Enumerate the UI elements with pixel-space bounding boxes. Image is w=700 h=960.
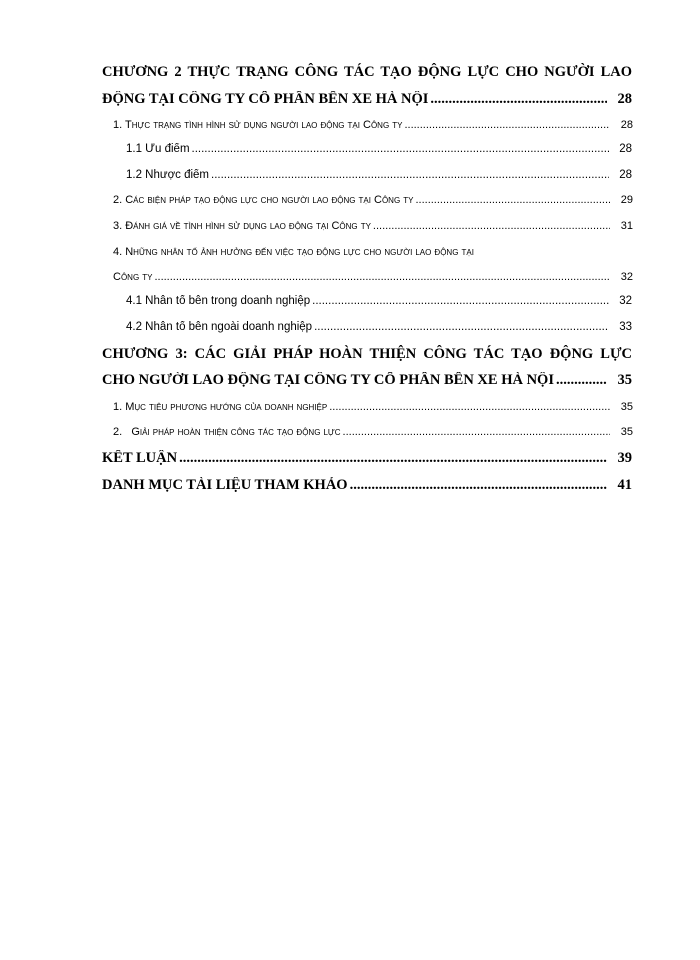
leader-dots — [350, 477, 607, 494]
leader-dots — [373, 220, 610, 232]
toc-page-number: 32 — [620, 271, 633, 283]
leader-dots — [343, 426, 610, 438]
toc-entry-section-1-1[interactable] — [126, 143, 632, 155]
leader-dots — [430, 91, 607, 108]
leader-dots — [192, 143, 609, 155]
toc-entry-tai-lieu-tham-khao[interactable] — [102, 477, 632, 494]
leader-dots — [404, 119, 610, 131]
toc-chapter-3-title-line-1: CHƯƠNG 3: CÁC GIẢI PHÁP HOÀN THIỆN CÔNG TÁC TẠO ĐỘNG LỰC — [102, 346, 632, 362]
toc-chapter-2-title-line-2: ĐỘNG TẠI CÔNG TY CỔ PHẦN BẾN XE HÀ NỘI — [102, 91, 429, 107]
toc-entry-chapter-3-section-1[interactable] — [113, 401, 633, 413]
toc-page-number: 28 — [619, 143, 632, 155]
leader-dots — [314, 321, 609, 333]
toc-entry-label: 4.1 Nhân tố bên trong doanh nghiệp — [126, 295, 311, 307]
toc-entry-label: KẾT LUẬN — [102, 450, 178, 466]
toc-page-number: 41 — [617, 477, 632, 493]
toc-entry-chapter-3-section-2[interactable] — [113, 426, 633, 438]
toc-entry-label: 1. Thực trạng tình hình sử dụng người lao động tại Công ty — [113, 119, 403, 131]
toc-page-number: 33 — [619, 321, 632, 333]
toc-page-number: 35 — [617, 372, 632, 388]
toc-entry-section-4-1[interactable] — [126, 295, 632, 307]
leader-dots — [329, 401, 610, 413]
leader-dots — [211, 169, 609, 181]
toc-entry-label: 2. Giải pháp hoàn thiện công tác tạo động lực — [113, 426, 341, 438]
toc-chapter-2-title-line-1: CHƯƠNG 2 THỰC TRẠNG CÔNG TÁC TẠO ĐỘNG LỰC CHO NGƯỜI LAO — [102, 64, 632, 80]
toc-entry-section-4-2[interactable] — [126, 321, 632, 333]
toc-entry-label: 1. Mục tiêu phương hướng của doanh nghiệp — [113, 401, 328, 413]
toc-entry-section-4[interactable] — [113, 271, 633, 283]
toc-page-number: 32 — [619, 295, 632, 307]
toc-entry-chapter-3[interactable] — [102, 372, 632, 389]
leader-dots — [154, 271, 610, 283]
toc-page-number: 35 — [620, 426, 633, 438]
toc-entry-section-1-2[interactable] — [126, 169, 632, 181]
toc-entry-label: 2. Các biện pháp tạo động lực cho người lao động tại Công ty — [113, 194, 414, 206]
toc-entry-label: 4.2 Nhân tố bên ngoài doanh nghiệp — [126, 321, 313, 333]
leader-dots — [312, 295, 609, 307]
toc-entry-label: 1.2 Nhược điểm — [126, 169, 209, 181]
toc-page-number: 28 — [617, 91, 632, 107]
leader-dots — [179, 450, 607, 467]
toc-entry-section-1[interactable] — [113, 119, 633, 131]
toc-page-number: 35 — [620, 401, 633, 413]
leader-dots — [556, 372, 607, 389]
toc-chapter-3-title-line-2: CHO NGƯỜI LAO ĐỘNG TẠI CÔNG TY CỔ PHẦN BẾN XE HÀ NỘI — [102, 372, 554, 388]
toc-entry-label: DANH MỤC TÀI LIỆU THAM KHẢO — [102, 477, 348, 493]
leader-dots — [415, 194, 610, 206]
toc-page-number: 29 — [620, 194, 633, 206]
toc-entry-ket-luan[interactable] — [102, 450, 632, 467]
toc-entry-section-3[interactable] — [113, 220, 633, 232]
toc-entry-label: Công ty — [113, 271, 153, 283]
toc-entry-section-2[interactable] — [113, 194, 633, 206]
toc-page-number: 39 — [617, 450, 632, 466]
toc-entry-label: 1.1 Ưu điểm — [126, 143, 190, 155]
toc-section-4-title-line-1: 4. Những nhân tố ảnh hưởng đến việc tạo động lực cho người lao động tại — [113, 246, 474, 258]
toc-page-number: 31 — [620, 220, 633, 232]
toc-entry-chapter-2[interactable] — [102, 91, 632, 108]
toc-entry-label: 3. Đánh giá về tình hình sử dụng lao động tại Công ty — [113, 220, 371, 232]
toc-page-number: 28 — [619, 169, 632, 181]
toc-page-number: 28 — [620, 119, 633, 131]
